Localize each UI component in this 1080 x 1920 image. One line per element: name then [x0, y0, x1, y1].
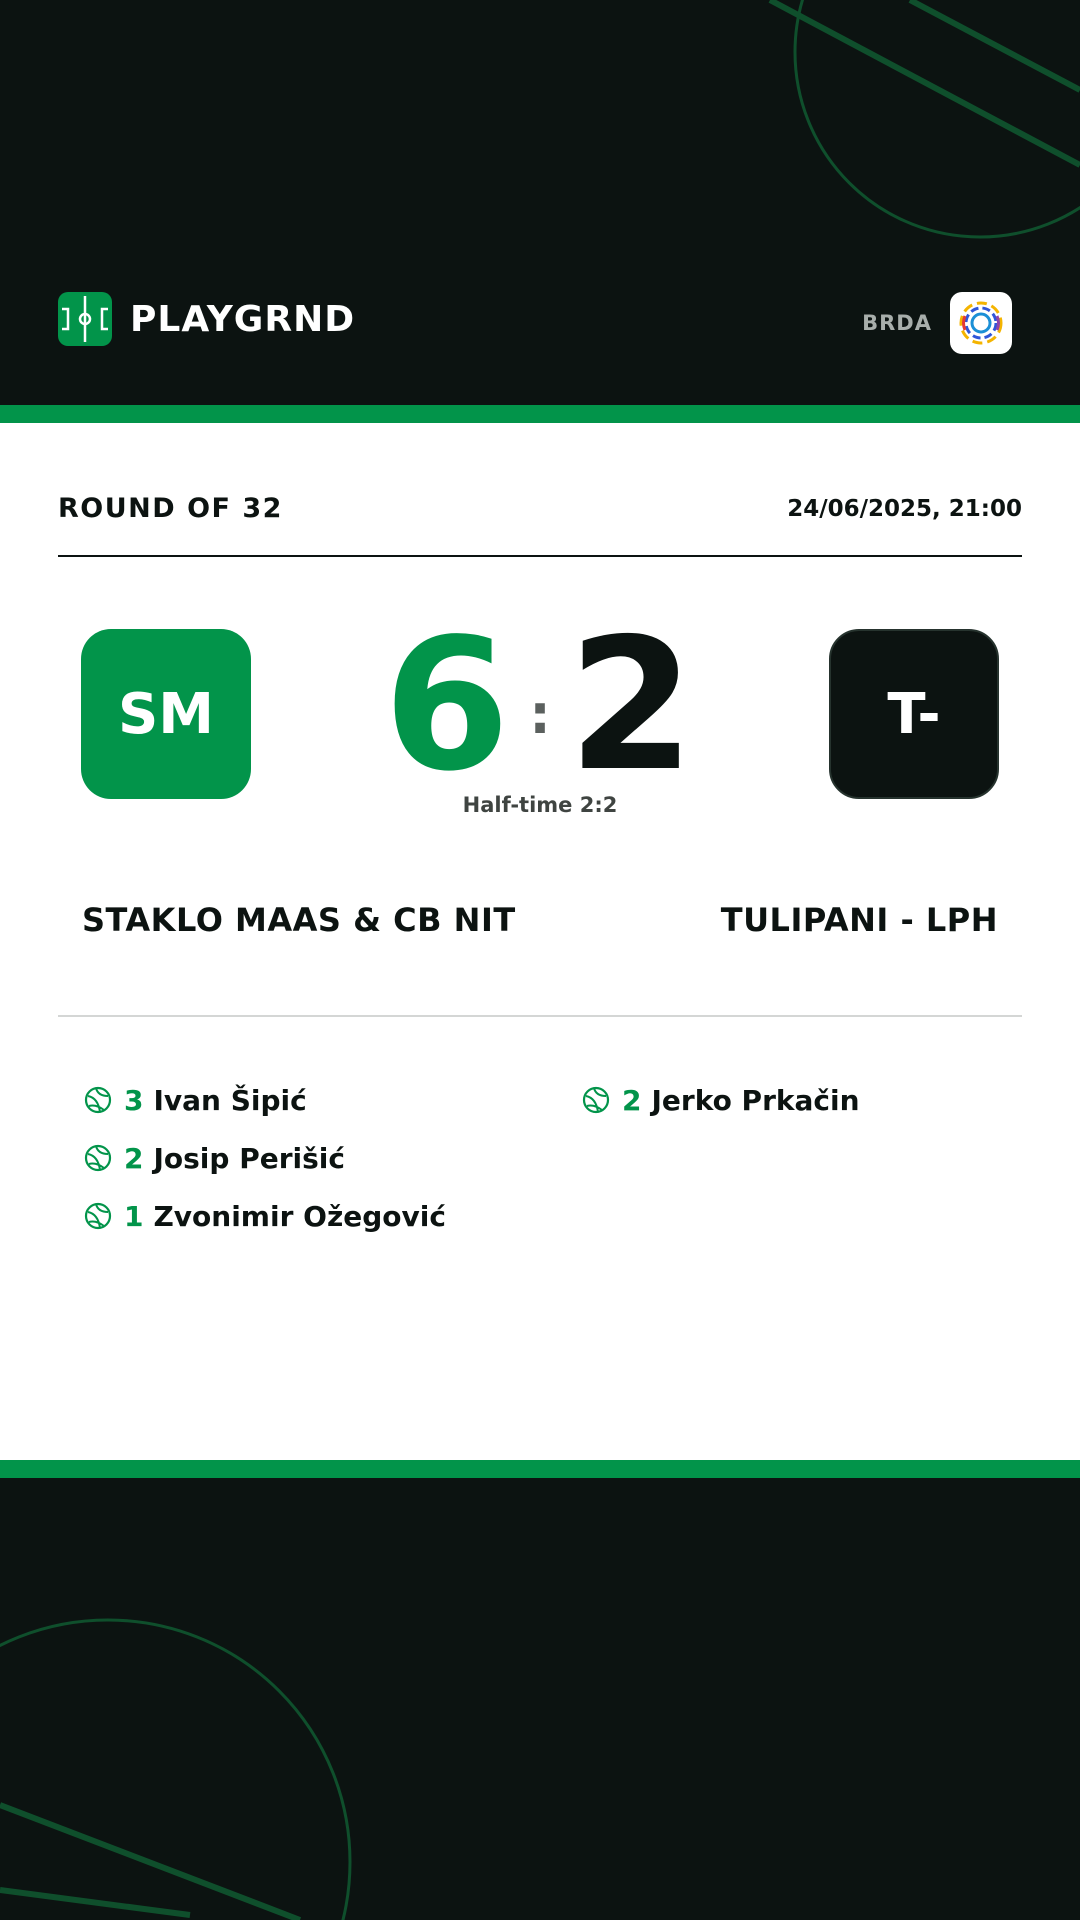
home-team-name: STAKLO MAAS & CB NIT: [82, 901, 516, 939]
round-label: ROUND OF 32: [58, 493, 283, 524]
away-scorers-list: [582, 1071, 860, 1129]
scorer-row: [84, 1187, 446, 1245]
halftime-score: Half-time 2:2: [462, 793, 618, 817]
league-emblem-icon: [950, 292, 1012, 354]
goal-count: 3: [124, 1083, 144, 1117]
match-card: [0, 423, 1080, 1460]
match-datetime: 24/06/2025, 21:00: [787, 496, 1022, 522]
away-score: 2: [568, 599, 695, 811]
brand-name: PLAYGRND: [130, 298, 356, 340]
divider: [58, 1015, 1022, 1017]
player-name: Ivan Šipić: [153, 1083, 307, 1117]
divider: [58, 555, 1022, 557]
goal-count: 1: [124, 1199, 144, 1233]
home-score: 6: [383, 599, 510, 811]
football-icon: [84, 1202, 112, 1230]
league: [862, 292, 1012, 354]
goal-count: 2: [622, 1083, 642, 1117]
scorer-row: [84, 1129, 446, 1187]
home-team-badge: SM: [81, 629, 251, 799]
score-separator: :: [529, 683, 551, 746]
player-name: Jerko Prkačin: [651, 1083, 860, 1117]
home-scorers-list: [84, 1071, 446, 1245]
card-bottom-stripe: [0, 1460, 1080, 1478]
league-name: BRDA: [862, 311, 932, 335]
player-name: Zvonimir Ožegović: [153, 1199, 446, 1233]
football-icon: [84, 1086, 112, 1114]
away-team-badge: T-: [829, 629, 999, 799]
player-name: Josip Perišić: [153, 1141, 345, 1175]
card-top-stripe: [0, 405, 1080, 423]
away-team-name: TULIPANI - LPH: [720, 901, 998, 939]
scorer-row: [582, 1071, 860, 1129]
brand: [58, 292, 355, 346]
scorer-row: [84, 1071, 446, 1129]
goal-count: 2: [124, 1141, 144, 1175]
football-icon: [582, 1086, 610, 1114]
football-pitch-icon: [58, 292, 112, 346]
football-icon: [84, 1144, 112, 1172]
